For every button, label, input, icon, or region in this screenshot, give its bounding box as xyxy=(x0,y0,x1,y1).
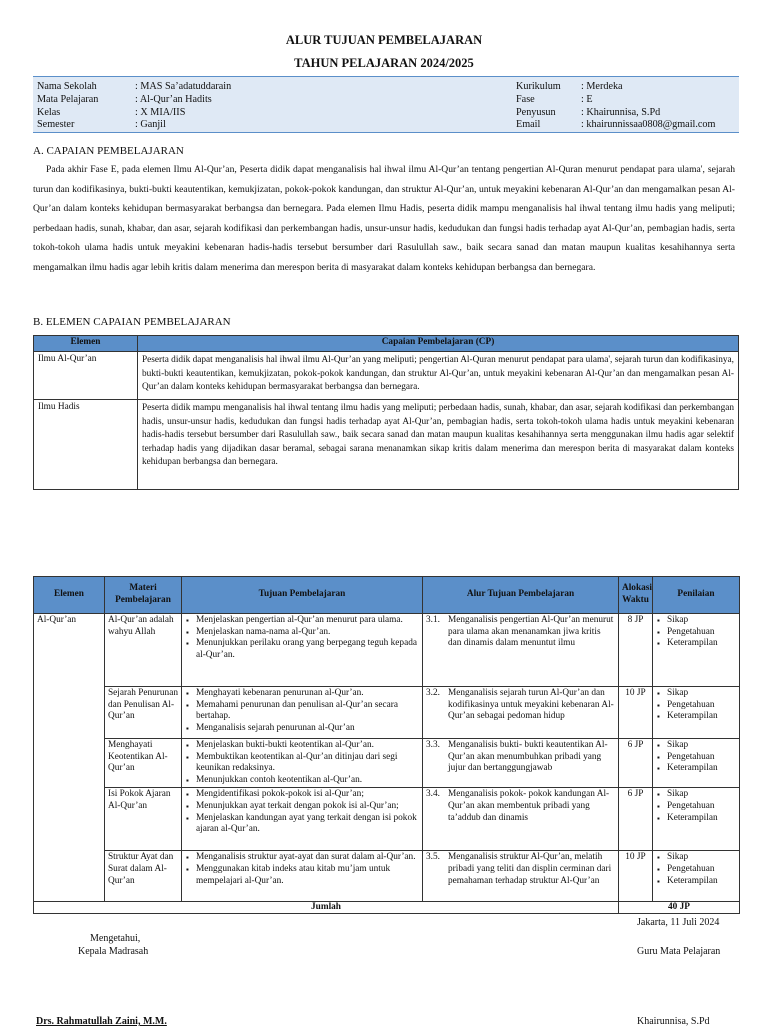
atp-table xyxy=(33,576,740,914)
signature-left-line2: Kepala Madrasah xyxy=(78,946,149,957)
penilaian-item: ▪ Keterampilan xyxy=(667,876,736,888)
atp-penilaian-cell xyxy=(653,788,740,851)
info-label-author: Penyusun xyxy=(516,107,556,118)
alur-number: 3.5. xyxy=(426,852,440,863)
atp-header-waktu: Alokasi Waktu xyxy=(619,577,653,614)
info-value-email: : khairunnissaa0808@gmail.com xyxy=(581,119,716,130)
penilaian-item: ▪ Sikap xyxy=(667,789,736,801)
document-title: ALUR TUJUAN PEMBELAJARAN xyxy=(285,33,483,47)
cp-header-cp: Capaian Pembelajaran (CP) xyxy=(138,336,739,352)
atp-materi-cell: Sejarah Penurunan dan Penulisan Al-Qur’an xyxy=(105,687,182,739)
cp-row-elemen: Ilmu Al-Qur’an xyxy=(34,352,138,400)
info-label-semester: Semester xyxy=(37,119,75,130)
info-value-class: : X MIA/IIS xyxy=(135,107,186,118)
document-subtitle: TAHUN PELAJARAN 2024/2025 xyxy=(294,56,474,70)
atp-row xyxy=(34,614,740,687)
atp-header-penilaian: Penilaian xyxy=(653,577,740,614)
atp-materi-cell: Al-Qur’an adalah wahyu Allah xyxy=(105,614,182,687)
school-info-box xyxy=(33,76,739,133)
penilaian-item: ▪ Pengetahuan xyxy=(667,864,736,876)
info-label-phase: Fase xyxy=(516,94,535,105)
atp-waktu-cell: 10 JP xyxy=(619,851,653,902)
alur-number: 3.2. xyxy=(426,688,440,698)
atp-alur-cell xyxy=(423,687,619,739)
atp-alur-cell xyxy=(423,788,619,851)
info-label-school: Nama Sekolah xyxy=(37,81,97,92)
penilaian-item: ▪ Sikap xyxy=(667,740,736,752)
tujuan-item: ▪ Mengidentifikasi pokok-pokok isi al-Qur’an; xyxy=(196,789,419,801)
info-label-class: Kelas xyxy=(37,107,61,118)
atp-waktu-cell: 6 JP xyxy=(619,788,653,851)
penilaian-item: ▪ Sikap xyxy=(667,852,736,864)
atp-tujuan-cell xyxy=(182,739,423,788)
cp-table xyxy=(33,335,739,490)
tujuan-item: ▪ Menganalisis sejarah penurunan al-Qur’an xyxy=(196,723,419,735)
atp-row xyxy=(34,788,740,851)
alur-text: Menganalisis pengertian Al-Qur’an menurut para ulama akan menanamkan jiwa kritis dan dinamis dalam menuntut ilmu xyxy=(448,615,614,649)
cp-row-elemen: Ilmu Hadis xyxy=(34,400,138,490)
tujuan-item: ▪ Menunjukkan contoh keotentikan al-Qur’an. xyxy=(196,775,419,787)
signature-left-name: Drs. Rahmatullah Zaini, M.M. xyxy=(36,1016,167,1027)
info-label-email: Email xyxy=(516,119,541,130)
atp-row xyxy=(34,687,740,739)
penilaian-item: ▪ Pengetahuan xyxy=(667,627,736,639)
penilaian-item: ▪ Pengetahuan xyxy=(667,801,736,813)
atp-total-label: Jumlah xyxy=(34,902,619,914)
section-b-heading: B. ELEMEN CAPAIAN PEMBELAJARAN xyxy=(33,316,231,328)
penilaian-item: ▪ Keterampilan xyxy=(667,638,736,650)
alur-number: 3.4. xyxy=(426,789,440,800)
section-a-heading: A. CAPAIAN PEMBELAJARAN xyxy=(33,145,184,157)
atp-waktu-cell: 10 JP xyxy=(619,687,653,739)
info-value-school: : MAS Sa’adatuddarain xyxy=(135,81,232,92)
tujuan-item: ▪ Menggunakan kitab indeks atau kitab mu’jam untuk mempelajari al-Qur’an. xyxy=(196,864,419,887)
atp-tujuan-cell xyxy=(182,851,423,902)
tujuan-item: ▪ Menjelaskan bukti-bukti keotentikan al-Qur’an. xyxy=(196,740,419,752)
atp-header-elemen: Elemen xyxy=(34,577,105,614)
info-label-subject: Mata Pelajaran xyxy=(37,94,99,105)
atp-materi-cell: Struktur Ayat dan Surat dalam Al-Qur’an xyxy=(105,851,182,902)
info-label-curriculum: Kurikulum xyxy=(516,81,561,92)
atp-row xyxy=(34,739,740,788)
penilaian-item: ▪ Pengetahuan xyxy=(667,700,736,712)
section-a-paragraph: Pada akhir Fase E, pada elemen Ilmu Al-Qur’an, Peserta didik dapat menganalisis hal ihwal ilmu Al-Qur’an tentang pengertian Al-Quran menurut pendapat para ulama', sejarah turun dan kodifikasinya, bukti-bukti keautentikan, kemukjizatan, pokok-pokok kandungan, dan struktur Al-Qur’an, untuk meyakini kebenaran Al-Qur’an dan mengamalkan pesan Al-Qur’an dalam konteks kehidupan bermasyarakat berbangsa dan bernegara. Pada elemen Ilmu Hadis, peserta didik mampu menganalisis hal ihwal tentang ilmu hadis yang meliputi; perbedaan hadis, sunah, khabar, dan asar, sejarah kodifikasi dan perkembangan hadis, unsur-unsur hadis, kedudukan dan fungsi hadis terhadap ayat Al-Qur’an, pembagian hadis, serta tokoh-tokoh ulama hadis untuk meyakini kebenaran hadis-hadis tersebut bersumber dari Rasulullah saw., baik secara sanad dan matan maupun kualitas kesahihannya serta mengamalkan ilmu hadis agar lebih kritis dalam menerima dan merespon berita di masyarakat dalam konteks kehidupan berbangsa dan bernegara. xyxy=(33,164,735,273)
atp-alur-cell xyxy=(423,614,619,687)
penilaian-item: ▪ Keterampilan xyxy=(667,711,736,723)
atp-tujuan-cell xyxy=(182,788,423,851)
atp-penilaian-cell xyxy=(653,739,740,788)
cp-row-description: Peserta didik mampu menganalisis hal ihwal tentang ilmu hadis yang meliputi; perbedaan hadis, sunah, khabar, dan asar, sejarah kodifikasi dan perkembangan hadis, unsur-unsur hadis, kedudukan dan fungsi hadis terhadap ayat Al-Qur’an, pembagian hadis, serta tokoh-tokoh ulama hadis untuk meyakini kebenaran hadis-hadis tersebut bersumber dari Rasulullah saw., baik secara sanad dan matan maupun kualitas kesahihannya serta menggunakan ilmu hadis agar selektif terhadap hadis yang dijadikan dasar beramal, sebagai sarana menanamkan sikap kritis dalam menerima dan merespon berita di masyarakat dalam konteks kehidupan berbangsa dan bernegara. xyxy=(138,400,739,490)
tujuan-item: ▪ Menghayati kebenaran penurunan al-Qur’an. xyxy=(196,688,419,700)
penilaian-item: ▪ Sikap xyxy=(667,615,736,627)
tujuan-item: ▪ Membuktikan keotentikan al-Qur’an ditinjau dari segi keunikan redaksinya. xyxy=(196,752,419,775)
info-value-subject: : Al-Qur’an Hadits xyxy=(135,94,212,105)
alur-text: Menganalisis sejarah turun Al-Qur’an dan kodifikasinya untuk meyakini kebenaran Al- Qur’an sebagai pedoman hidup xyxy=(448,688,614,722)
atp-header-tujuan: Tujuan Pembelajaran xyxy=(182,577,423,614)
atp-row xyxy=(34,851,740,902)
info-value-phase: : E xyxy=(581,94,593,105)
tujuan-item: ▪ Menunjukkan perilaku orang yang berpegang teguh kepada al-Qur’an. xyxy=(196,638,419,661)
alur-text: Menganalisis pokok- pokok kandungan Al- Qur’an akan membentuk pribadi yang ta’addub dan dinamis xyxy=(448,789,610,823)
info-value-semester: : Ganjil xyxy=(135,119,166,130)
atp-waktu-cell: 8 JP xyxy=(619,614,653,687)
penilaian-item: ▪ Sikap xyxy=(667,688,736,700)
atp-alur-cell xyxy=(423,739,619,788)
cp-row-description: Peserta didik dapat menganalisis hal ihwal ilmu Al-Qur’an yang meliputi; pengertian Al-Quran menurut pendapat para ulama', sejarah turun dan kodifikasinya, bukti-bukti keautentikan, kemukjizatan, pokok-pokok kandungan, dan struktur Al-Qur’an, untuk meyakini kebenaran Al-Qur’an dan mengamalkan pesan Al-Qur’an dalam konteks kehidupan bermasyarakat berbangsa dan bernegara. xyxy=(138,352,739,400)
atp-alur-cell xyxy=(423,851,619,902)
penilaian-item: ▪ Pengetahuan xyxy=(667,752,736,764)
tujuan-item: ▪ Menunjukkan ayat terkait dengan pokok isi al-Qur’an; xyxy=(196,801,419,813)
atp-materi-cell: Menghayati Keotentikan Al-Qur’an xyxy=(105,739,182,788)
tujuan-item: ▪ Menjelaskan kandungan ayat yang terkait dengan isi pokok ajaran al-Qur’an. xyxy=(196,813,419,836)
tujuan-item: ▪ Memahami penurunan dan penulisan al-Qur’an secara bertahap. xyxy=(196,700,419,723)
tujuan-item: ▪ Menganalisis struktur ayat-ayat dan surat dalam al-Qur’an. xyxy=(196,852,419,864)
atp-elemen-cell: Al-Qur’an xyxy=(34,614,105,902)
atp-header-materi: Materi Pembelajaran xyxy=(105,577,182,614)
atp-materi-cell: Isi Pokok Ajaran Al-Qur’an xyxy=(105,788,182,851)
atp-waktu-cell: 6 JP xyxy=(619,739,653,788)
signature-right-name: Khairunnisa, S.Pd xyxy=(637,1016,710,1027)
atp-tujuan-cell xyxy=(182,614,423,687)
alur-number: 3.1. xyxy=(426,615,440,625)
signature-left-line1: Mengetahui, xyxy=(90,933,141,944)
atp-penilaian-cell xyxy=(653,687,740,739)
info-value-curriculum: : Merdeka xyxy=(581,81,623,92)
tujuan-item: ▪ Menjelaskan pengertian al-Qur’an menurut para ulama. xyxy=(196,615,419,627)
info-value-author: : Khairunnisa, S.Pd xyxy=(581,107,661,118)
atp-penilaian-cell xyxy=(653,851,740,902)
signature-place-date: Jakarta, 11 Juli 2024 xyxy=(637,917,720,928)
alur-number: 3.3. xyxy=(426,740,440,750)
cp-header-elemen: Elemen xyxy=(34,336,138,352)
atp-total-value: 40 JP xyxy=(619,902,740,914)
tujuan-item: ▪ Menjelaskan nama-nama al-Qur’an. xyxy=(196,627,419,639)
alur-text: Menganalisis struktur Al-Qur’an, melatih pribadi yang teliti dan displin cerminan dari pemahaman terhadap struktur Al-Qur’an xyxy=(448,852,612,886)
penilaian-item: ▪ Keterampilan xyxy=(667,813,736,825)
signature-right-line: Guru Mata Pelajaran xyxy=(637,946,721,957)
penilaian-item: ▪ Keterampilan xyxy=(667,763,736,775)
atp-penilaian-cell xyxy=(653,614,740,687)
atp-tujuan-cell xyxy=(182,687,423,739)
atp-header-alur: Alur Tujuan Pembelajaran xyxy=(423,577,619,614)
alur-text: Menganalisis bukti- bukti keautentikan Al- Qur’an akan menumbuhkan pribadi yang jujur dan bertanggungjawab xyxy=(448,740,608,774)
